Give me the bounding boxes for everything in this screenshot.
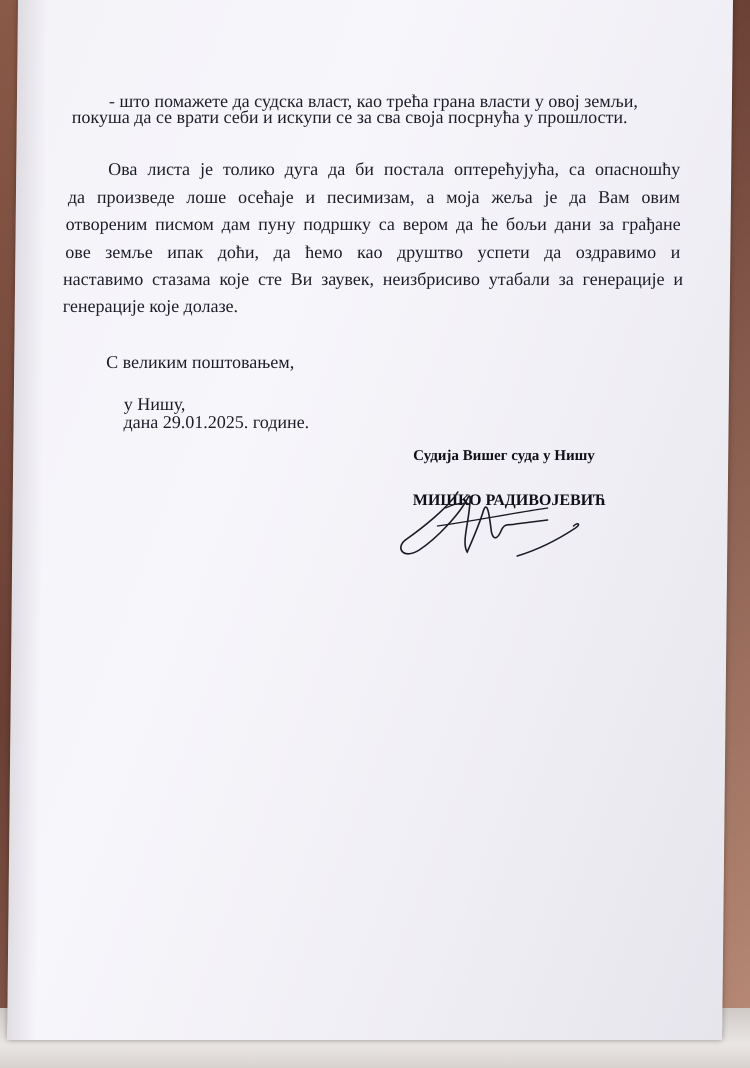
closing-salutation: С великим поштовањем, <box>106 352 295 372</box>
page-shadow-edge <box>7 0 48 1040</box>
paragraph-2-line-5: наставимо стазама које сте Ви заувек, неизбрисиво утабали за генерације и <box>62 269 684 289</box>
paragraph-2-line-2: да произведе лоше осећаје и песимизам, а моја жеља је да Вам овим <box>67 187 681 207</box>
handwritten-signature <box>397 478 613 568</box>
signatory-title: Судија Вишег суда у Нишу <box>413 448 595 464</box>
paragraph-2-line-4: ове земље ипак доћи, да ћемо као друштво успети да оздравимо и <box>65 242 681 262</box>
paragraph-1-line-1: - што помажете да судска власт, као трећа грана власти у овој земљи, <box>108 91 639 111</box>
paragraph-1-line-2: покуша да се врати себи и искупи се за сва своја посрнућа у прошлости. <box>71 107 628 127</box>
date-line: дана 29.01.2025. године. <box>123 412 310 432</box>
signatory-name: МИШКО РАДИВОЈЕВИЋ <box>412 492 607 509</box>
paragraph-2-line-6: генерације које долазе. <box>62 296 239 316</box>
paragraph-2-line-1: Ова листа је толико дуга да би постала оптерећујућа, са опасношћу <box>108 159 681 179</box>
place-line: у Нишу, <box>123 394 186 414</box>
letter-page <box>7 0 733 1040</box>
paragraph-2-line-3: отвореним писмом дам пуну подршку са вером да ће бољи дани за грађане <box>65 214 681 234</box>
